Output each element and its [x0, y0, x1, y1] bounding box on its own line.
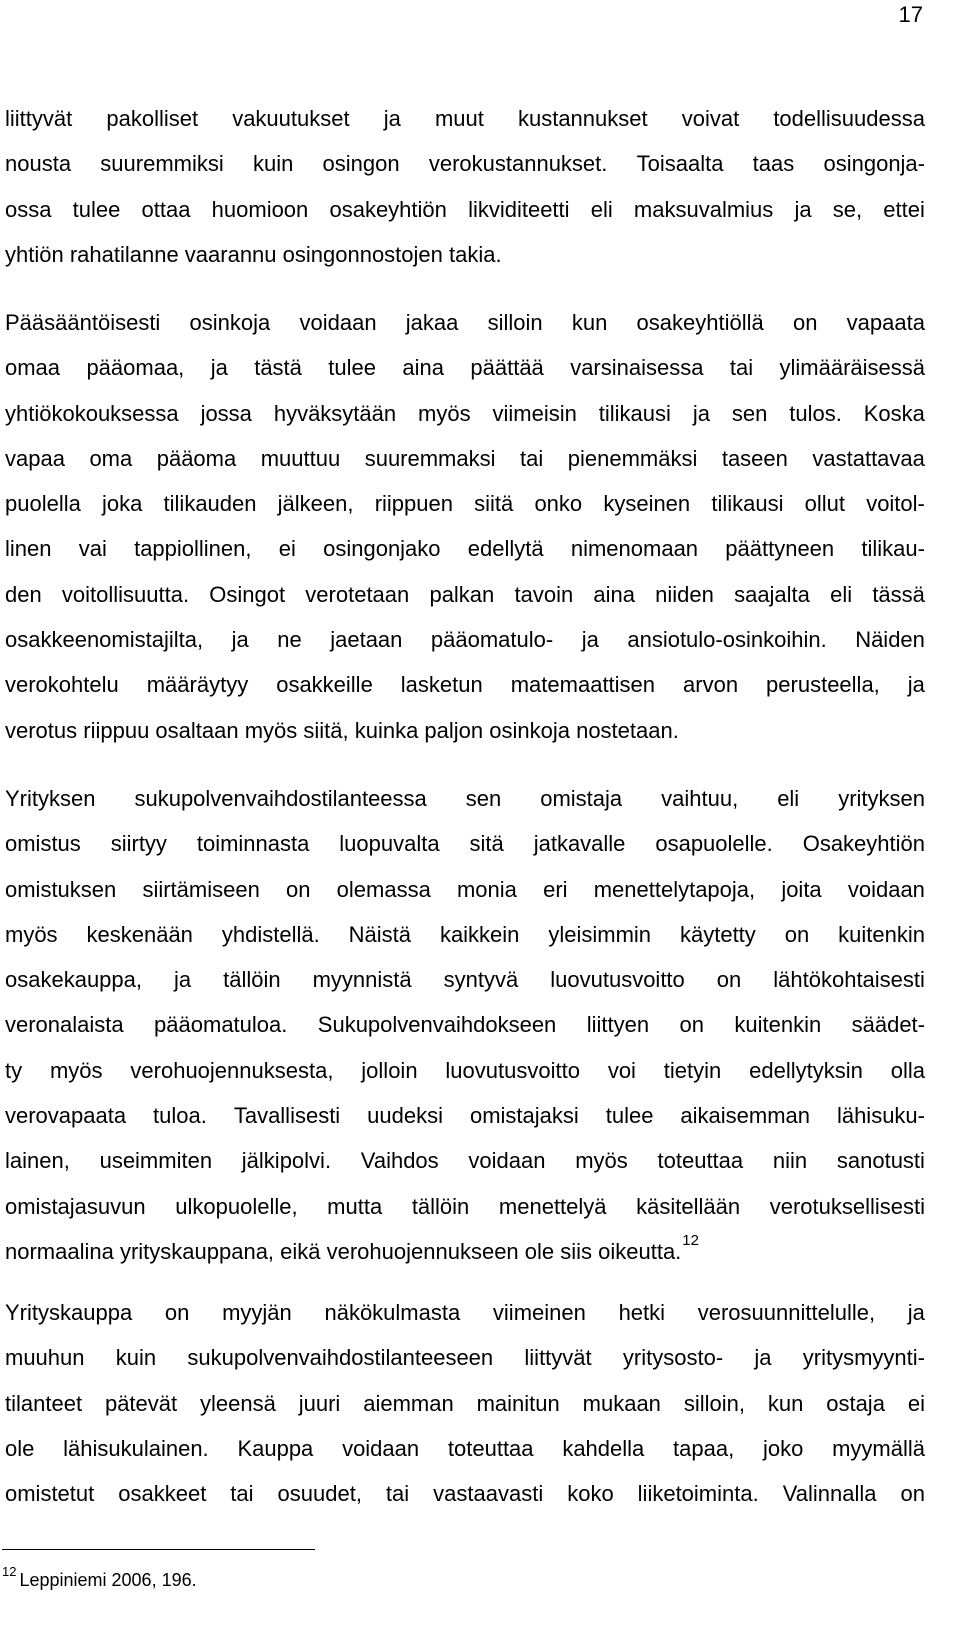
text-line: Yrityskauppa on myyjän näkökulmasta viimeinen hetki verosuunnittelulle, ja: [5, 1300, 925, 1325]
paragraph: [5, 300, 925, 753]
text-line: vapaa oma pääoma muuttuu suuremmaksi tai pienemmäksi taseen vastattavaa: [5, 445, 925, 471]
text-line: muuhun kuin sukupolvenvaihdostilanteeseen liittyvät yritysosto- ja yritysmyynti-: [5, 1345, 925, 1371]
text-line: tilanteet pätevät yleensä juuri aiemman mainitun mukaan silloin, kun ostaja ei: [5, 1390, 925, 1416]
text-line: ty myös verohuojennuksesta, jolloin luovutusvoitto voi tietyin edellytyksin olla: [5, 1057, 925, 1083]
footnote-text: Leppiniemi 2006, 196.: [19, 1570, 197, 1590]
text-line: Pääsääntöisesti osinkoja voidaan jakaa silloin kun osakeyhtiöllä on vapaata: [5, 310, 925, 335]
text-line: omistajasuvun ulkopuolelle, mutta tällöin menettelyä käsitellään verotuksellisesti: [5, 1193, 925, 1219]
text-line: linen vai tappiollinen, ei osingonjako edellytä nimenomaan päättyneen tilikau-: [5, 536, 925, 562]
footnote-separator: [2, 1549, 315, 1550]
text-line: Yrityksen sukupolvenvaihdostilanteessa sen omistaja vaihtuu, eli yrityksen: [5, 786, 925, 811]
text-line: omistus siirtyy toiminnasta luopuvalta sitä jatkavalle osapuolelle. Osakeyhtiön: [5, 831, 925, 857]
footnote-reference: 12: [682, 1231, 699, 1249]
text-line: yhtiön rahatilanne vaarannu osingonnostojen takia.: [5, 241, 502, 267]
text-line: nousta suuremmiksi kuin osingon verokustannukset. Toisaalta taas osingonja-: [5, 151, 925, 177]
text-line: omistetut osakkeet tai osuudet, tai vastaavasti koko liiketoiminta. Valinnalla on: [5, 1481, 925, 1507]
text-line: yhtiökokouksessa jossa hyväksytään myös viimeisin tilikausi ja sen tulos. Koska: [5, 400, 925, 426]
page-number: 17: [898, 2, 923, 27]
text-line: liittyvät pakolliset vakuutukset ja muut kustannukset voivat todellisuudessa: [5, 106, 925, 131]
text-line: lainen, useimmiten jälkipolvi. Vaihdos voidaan myös toteuttaa niin sanotusti: [5, 1148, 925, 1174]
text-line: omistuksen siirtämiseen on olemassa monia eri menettelytapoja, joita voidaan: [5, 876, 925, 902]
text-line: normaalina yrityskauppana, eikä verohuojennukseen ole siis oikeutta.$^{12}$: [5, 1231, 699, 1264]
text-line: osakkeenomistajilta, ja ne jaetaan pääomatulo- ja ansiotulo-osinkoihin. Näiden: [5, 627, 925, 653]
text-line: puolella joka tilikauden jälkeen, riippuen siitä onko kyseinen tilikausi ollut voitol-: [5, 491, 925, 517]
paragraph: [5, 1290, 925, 1516]
text-line: veronalaista pääomatuloa. Sukupolvenvaihdokseen liittyen on kuitenkin säädet-: [5, 1012, 925, 1038]
text-line: osakekauppa, ja tällöin myynnistä syntyvä luovutusvoitto on lähtökohtaisesti: [5, 967, 925, 993]
text-line: omaa pääomaa, ja tästä tulee aina päättää varsinaisessa tai ylimääräisessä: [5, 355, 925, 381]
text-line: ossa tulee ottaa huomioon osakeyhtiön likviditeetti eli maksuvalmius ja se, ettei: [5, 196, 925, 222]
paragraph: [5, 96, 925, 277]
text-line: verokohtelu määräytyy osakkeille lasketun matemaattisen arvon perusteella, ja: [5, 672, 925, 698]
text-line: verovapaata tuloa. Tavallisesti uudeksi omistajaksi tulee aikaisemman lähisuku-: [5, 1103, 925, 1129]
text-line: den voitollisuutta. Osingot verotetaan palkan tavoin aina niiden saajalta eli tässä: [5, 581, 925, 607]
text-line: myös keskenään yhdistellä. Näistä kaikkein yleisimmin käytetty on kuitenkin: [5, 921, 925, 947]
text-line: ole lähisukulainen. Kauppa voidaan toteuttaa kahdella tapaa, joko myymällä: [5, 1435, 925, 1461]
footnote: [2, 1565, 197, 1595]
footnote-number: 12: [2, 1564, 17, 1579]
paragraph: [5, 776, 925, 1274]
text-line: verotus riippuu osaltaan myös siitä, kuinka paljon osinkoja nostetaan.: [5, 717, 679, 743]
